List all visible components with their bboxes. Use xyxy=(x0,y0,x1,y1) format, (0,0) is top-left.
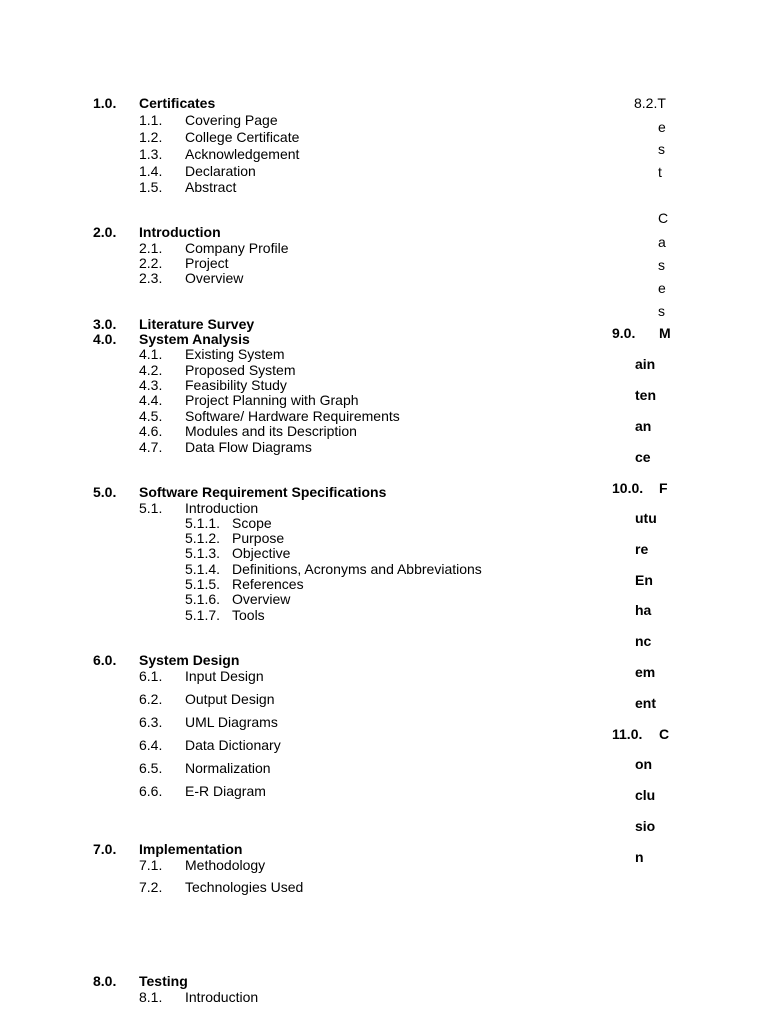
toc-fragment: ce xyxy=(635,449,651,465)
toc-entry-number: 1.5. xyxy=(139,179,163,195)
toc-entry-title: Data Flow Diagrams xyxy=(185,439,312,455)
toc-entry-title: Output Design xyxy=(185,691,275,707)
toc-entry-number: 1.4. xyxy=(139,163,163,179)
toc-entry-number: 4.2. xyxy=(139,362,163,378)
toc-entry-number: 4.6. xyxy=(139,423,163,439)
toc-fragment: ain xyxy=(635,356,656,372)
toc-entry-title: Proposed System xyxy=(185,362,296,378)
toc-entry-title: Testing xyxy=(139,973,188,989)
toc-entry-title: Normalization xyxy=(185,760,271,776)
toc-entry-title: Purpose xyxy=(232,530,285,546)
toc-entry-title: Methodology xyxy=(185,857,266,873)
toc-entry-title: Introduction xyxy=(185,989,259,1005)
toc-entry-title: Project Planning with Graph xyxy=(185,392,359,408)
toc-fragment: 9.0. xyxy=(612,325,636,341)
toc-fragment: ha xyxy=(635,602,652,618)
toc-entry-title: Literature Survey xyxy=(139,316,255,332)
toc-entry-number: 6.4. xyxy=(139,737,163,753)
toc-entry-number: 5.1.1. xyxy=(185,515,221,531)
toc-fragment: sio xyxy=(635,818,656,834)
toc-entry-number: 1.2. xyxy=(139,129,163,145)
toc-entry-number: 2.3. xyxy=(139,270,163,286)
toc-entry-title: E-R Diagram xyxy=(185,783,266,799)
toc-fragment: ent xyxy=(635,695,656,711)
toc-fragment: e xyxy=(658,119,666,135)
toc-entry-title: Abstract xyxy=(185,179,237,195)
toc-entry-title: System Design xyxy=(139,652,240,668)
toc-entry-title: Existing System xyxy=(185,346,285,362)
toc-fragment: e xyxy=(658,280,666,296)
toc-fragment: re xyxy=(635,541,649,557)
toc-entry-title: Certificates xyxy=(139,95,216,111)
toc-entry-number: 1.0. xyxy=(93,95,117,111)
toc-entry-number: 6.1. xyxy=(139,668,163,684)
toc-fragment: 10.0. xyxy=(612,480,644,496)
toc-fragment: C xyxy=(659,726,670,742)
toc-fragment: em xyxy=(635,664,656,680)
toc-entry-number: 4.3. xyxy=(139,377,163,393)
toc-entry-number: 5.1.6. xyxy=(185,591,221,607)
toc-entry-number: 4.7. xyxy=(139,439,163,455)
toc-entry-number: 4.1. xyxy=(139,346,163,362)
toc-entry-number: 5.1.2. xyxy=(185,530,221,546)
toc-entry-number: 6.0. xyxy=(93,652,117,668)
toc-entry-number: 1.1. xyxy=(139,112,163,128)
toc-entry-title: Covering Page xyxy=(185,112,278,128)
toc-entry-number: 5.0. xyxy=(93,484,117,500)
toc-fragment: on xyxy=(635,756,653,772)
toc-entry-title: Software Requirement Specifications xyxy=(139,484,387,500)
toc-fragment: F xyxy=(659,480,668,496)
toc-fragment: nc xyxy=(635,633,652,649)
toc-entry-number: 5.1.3. xyxy=(185,545,221,561)
toc-entry-number: 7.1. xyxy=(139,857,163,873)
toc-entry-number: 2.2. xyxy=(139,255,163,271)
toc-entry-number: 6.3. xyxy=(139,714,163,730)
toc-entry-number: 4.4. xyxy=(139,392,163,408)
toc-entry-title: Definitions, Acronyms and Abbreviations xyxy=(232,561,482,577)
toc-fragment: s xyxy=(658,141,665,157)
toc-fragment: s xyxy=(658,257,665,273)
toc-fragment: a xyxy=(658,234,666,250)
toc-entry-number: 6.5. xyxy=(139,760,163,776)
toc-entry-number: 2.1. xyxy=(139,240,163,256)
toc-entry-number: 6.6. xyxy=(139,783,163,799)
toc-fragment: s xyxy=(658,303,665,319)
toc-entry-title: Project xyxy=(185,255,229,271)
toc-fragment: an xyxy=(635,418,652,434)
toc-entry-title: Acknowledgement xyxy=(185,146,300,162)
toc-entry-number: 8.0. xyxy=(93,973,117,989)
toc-fragment: utu xyxy=(635,510,657,526)
toc-entry-title: Technologies Used xyxy=(185,879,304,895)
toc-entry-title: Software/ Hardware Requirements xyxy=(185,408,400,424)
toc-entry-title: Feasibility Study xyxy=(185,377,287,393)
toc-entry-title: Introduction xyxy=(139,224,221,240)
toc-entry-title: System Analysis xyxy=(139,331,250,347)
toc-entry-title: References xyxy=(232,576,304,592)
toc-entry-number: 5.1.7. xyxy=(185,607,221,623)
toc-entry-number: 4.0. xyxy=(93,331,117,347)
toc-entry-number: 7.0. xyxy=(93,841,117,857)
toc-entry-number: 5.1.5. xyxy=(185,576,221,592)
toc-entry-title: Introduction xyxy=(185,500,259,516)
toc-fragment: En xyxy=(635,572,653,588)
toc-fragment: 11.0. xyxy=(612,726,643,742)
toc-entry-title: Overview xyxy=(232,591,291,607)
toc-entry-number: 8.1. xyxy=(139,989,163,1005)
toc-entry-title: College Certificate xyxy=(185,129,300,145)
toc-fragment: C xyxy=(658,210,669,226)
toc-fragment: n xyxy=(635,849,644,865)
toc-entry-title: Implementation xyxy=(139,841,243,857)
toc-entry-number: 2.0. xyxy=(93,224,117,240)
toc-entry-number: 5.1.4. xyxy=(185,561,221,577)
toc-entry-title: Data Dictionary xyxy=(185,737,281,753)
toc-fragment: clu xyxy=(635,787,656,803)
toc-entry-title: Scope xyxy=(232,515,272,531)
toc-entry-title: Company Profile xyxy=(185,240,289,256)
toc-fragment: ten xyxy=(635,387,656,403)
toc-entry-title: Declaration xyxy=(185,163,256,179)
toc-fragment: M xyxy=(659,325,671,341)
toc-entry-number: 5.1. xyxy=(139,500,163,516)
toc-entry-number: 1.3. xyxy=(139,146,163,162)
toc-entry-title: Tools xyxy=(232,607,265,623)
toc-entry-title: Overview xyxy=(185,270,244,286)
toc-entry-number: 6.2. xyxy=(139,691,163,707)
toc-entry-title: UML Diagrams xyxy=(185,714,278,730)
toc-entry-number: 7.2. xyxy=(139,879,163,895)
toc-entry-number: 4.5. xyxy=(139,408,163,424)
toc-fragment: 8.2.T xyxy=(634,95,666,111)
toc-entry-title: Modules and its Description xyxy=(185,423,357,439)
toc-entry-title: Input Design xyxy=(185,668,264,684)
toc-entry-title: Objective xyxy=(232,545,291,561)
toc-entry-number: 3.0. xyxy=(93,316,117,332)
toc-fragment: t xyxy=(658,164,662,180)
